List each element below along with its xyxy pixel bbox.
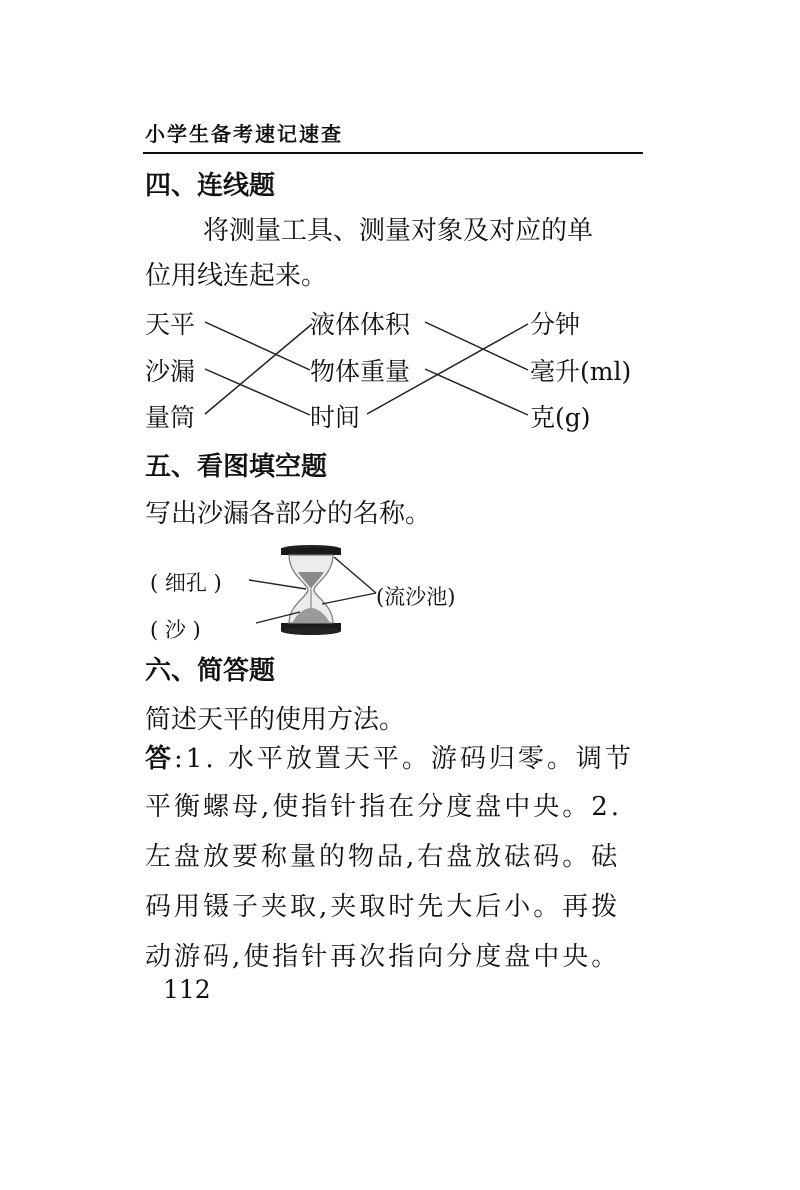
answer-line-4: 码用镊子夹取,夹取时先大后小。再拨 — [145, 892, 621, 922]
answer-line-1 — [145, 738, 634, 775]
pointer-chamber-top — [334, 557, 376, 593]
section4-heading: 四、连线题 — [145, 171, 276, 201]
tool-item-balance: 天平 — [145, 310, 196, 339]
section4-instruction-line2: 位用线连起来。 — [145, 261, 328, 291]
answer-line-5: 动游码,使指针再次指向分度盘中央。 — [145, 942, 621, 972]
section5-instruction: 写出沙漏各部分的名称。 — [145, 499, 432, 529]
label-sand: ( 沙 ) — [150, 618, 201, 642]
object-item-liquid-volume: 液体体积 — [310, 310, 411, 339]
tool-item-hourglass: 沙漏 — [145, 357, 196, 386]
line-hourglass-time — [205, 369, 310, 415]
section6-heading: 六、简答题 — [145, 656, 276, 686]
label-sand-chamber: (流沙池) — [376, 585, 456, 609]
line-cylinder-liquid — [205, 324, 312, 414]
section4-instruction-line1: 将测量工具、测量对象及对应的单 — [203, 216, 594, 246]
answer-line-2: 平衡螺母,使指针指在分度盘中央。2. — [145, 792, 623, 822]
section5-heading: 五、看图填空题 — [145, 452, 328, 482]
answer-line-1-text: :1. 水平放置天平。游码归零。调节 — [174, 744, 634, 774]
unit-item-milliliter: 毫升(ml) — [530, 357, 632, 386]
hourglass-illustration — [281, 545, 341, 635]
line-time-minute — [367, 324, 528, 414]
answer-line-3: 左盘放要称量的物品,右盘放砝码。砝 — [145, 842, 621, 872]
section6-question: 简述天平的使用方法。 — [145, 705, 406, 735]
unit-item-gram: 克(g) — [530, 403, 591, 432]
line-liquid-ml — [425, 322, 528, 370]
pointer-chamber-bottom — [322, 593, 376, 604]
label-hole: ( 细孔 ) — [150, 571, 222, 595]
object-item-time: 时间 — [310, 403, 361, 432]
line-weight-gram — [425, 369, 528, 415]
pointer-hole — [249, 580, 306, 589]
answer-label: 答 — [145, 744, 175, 774]
unit-item-minute: 分钟 — [530, 310, 581, 339]
book-header-title: 小学生备考速记速查 — [145, 122, 343, 146]
tool-item-cylinder: 量筒 — [145, 403, 196, 432]
page-number: 112 — [163, 975, 211, 1004]
object-item-weight: 物体重量 — [310, 357, 411, 386]
line-balance-weight — [205, 322, 310, 370]
